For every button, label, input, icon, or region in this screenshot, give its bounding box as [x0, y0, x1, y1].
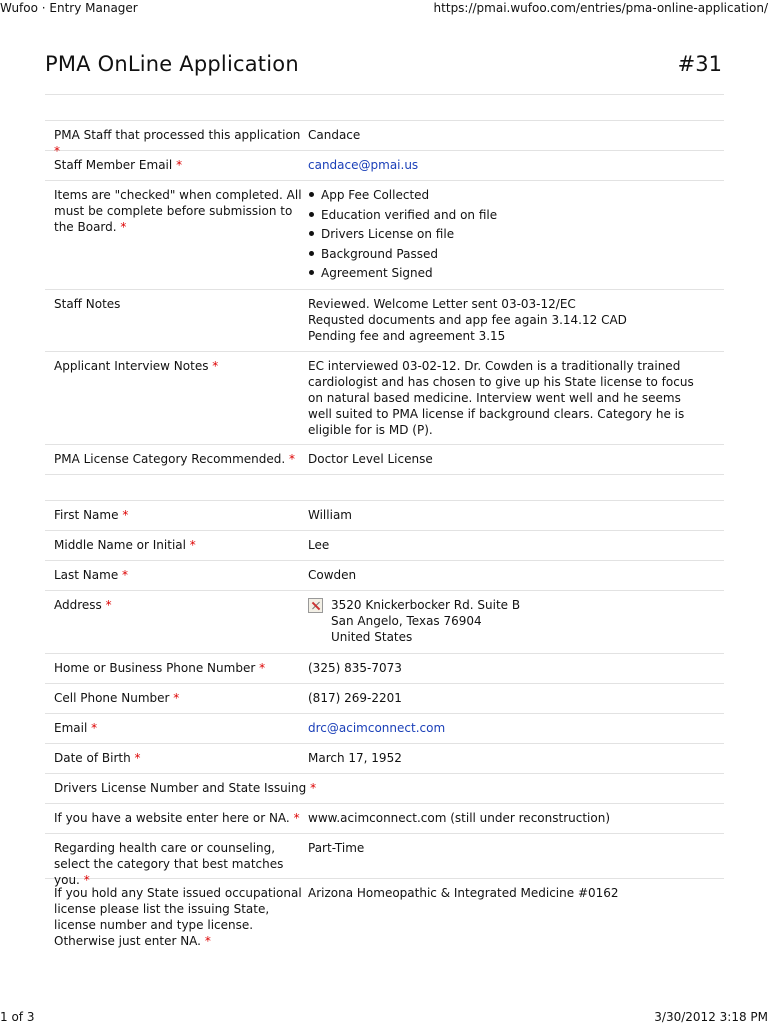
- field-row-website: [45, 803, 724, 833]
- field-row-date-of-birth: [45, 743, 724, 773]
- field-label: Staff Notes: [54, 297, 121, 311]
- field-row-checked-items: [45, 180, 724, 289]
- field-row-address: [45, 590, 724, 653]
- field-label: First Name *: [54, 508, 129, 522]
- field-label: Email *: [54, 721, 98, 735]
- field-label: Regarding health care or counseling, select the category that best matches you. *: [54, 841, 284, 887]
- field-label: PMA License Category Recommended. *: [54, 452, 296, 466]
- staff-section: [45, 120, 724, 475]
- field-label: Last Name *: [54, 568, 129, 582]
- address-line: San Angelo, Texas 76904: [331, 614, 482, 628]
- list-item: Drivers License on file: [308, 226, 724, 242]
- field-label: PMA Staff that processed this application *: [54, 128, 301, 158]
- field-label: Date of Birth *: [54, 751, 141, 765]
- field-row-first-name: [45, 500, 724, 530]
- field-value: William: [308, 508, 352, 522]
- field-row-staff-notes: [45, 289, 724, 351]
- field-label: Home or Business Phone Number *: [54, 661, 266, 675]
- field-value: (817) 269-2201: [308, 691, 402, 705]
- field-value: Lee: [308, 538, 330, 552]
- field-row-drivers-license: [45, 773, 724, 803]
- field-row-home-phone: [45, 653, 724, 683]
- field-row-email: [45, 713, 724, 743]
- address-line: 3520 Knickerbocker Rd. Suite B: [331, 598, 521, 612]
- field-row-last-name: [45, 560, 724, 590]
- field-label: If you have a website enter here or NA. *: [54, 811, 300, 825]
- field-label: Items are "checked" when completed. All must be complete before submission to the Board. *: [54, 188, 302, 234]
- field-label: Middle Name or Initial *: [54, 538, 196, 552]
- field-value: [308, 290, 724, 351]
- list-item: App Fee Collected: [308, 187, 724, 203]
- field-row-staff-processed: [45, 120, 724, 158]
- field-label: Staff Member Email *: [54, 158, 183, 172]
- field-row-interview-notes: [45, 351, 724, 444]
- section-divider: [45, 474, 724, 475]
- field-value: March 17, 1952: [308, 751, 402, 765]
- list-item: Education verified and on file: [308, 207, 724, 223]
- field-value: [335, 774, 724, 803]
- applicant-section: [45, 500, 724, 958]
- title-divider: [45, 94, 724, 95]
- list-item: Background Passed: [308, 246, 724, 262]
- page-title: PMA OnLine Application: [45, 52, 299, 76]
- field-value: EC interviewed 03-02-12. Dr. Cowden is a traditionally trained cardiologist and has chosen to give up his State license to focus on natural based medicine. Interview went well and he seems well suited to PMA license if background clears. Category he is eligible for is MD (P).: [308, 359, 694, 437]
- field-row-middle-name: [45, 530, 724, 560]
- note-line: Pending fee and agreement 3.15: [308, 329, 506, 343]
- field-row-staff-email: [45, 150, 724, 180]
- field-value: Cowden: [308, 568, 357, 582]
- field-row-license-category: [45, 444, 724, 474]
- entry-number: #31: [677, 52, 722, 76]
- field-label: If you hold any State issued occupational license please list the issuing State, license number and type license. Otherwise just enter NA. *: [54, 886, 302, 948]
- field-label: Cell Phone Number *: [54, 691, 180, 705]
- field-row-state-license: [45, 878, 724, 958]
- field-value: Arizona Homeopathic & Integrated Medicine #0162: [308, 886, 619, 900]
- staff-email-link[interactable]: candace@pmai.us: [308, 158, 419, 172]
- map-icon[interactable]: [308, 598, 323, 613]
- list-item: Agreement Signed: [308, 265, 724, 281]
- page-indicator: 1 of 3: [0, 1010, 35, 1024]
- applicant-email-link[interactable]: drc@acimconnect.com: [308, 721, 446, 735]
- window-title: Wufoo · Entry Manager: [0, 1, 138, 15]
- field-label: Drivers License Number and State Issuing *: [54, 781, 317, 795]
- checked-items-list: [308, 187, 724, 281]
- field-label: Applicant Interview Notes *: [54, 359, 219, 373]
- address-block: [331, 597, 520, 645]
- field-row-cell-phone: [45, 683, 724, 713]
- field-value: Candace: [308, 128, 361, 142]
- note-line: Requsted documents and app fee again 3.14.12 CAD: [308, 313, 627, 327]
- page-url[interactable]: https://pmai.wufoo.com/entries/pma-online-application/: [433, 1, 768, 15]
- field-value: www.acimconnect.com (still under reconstruction): [308, 811, 610, 825]
- note-line: Reviewed. Welcome Letter sent 03-03-12/EC: [308, 297, 576, 311]
- field-value: (325) 835-7073: [308, 661, 402, 675]
- field-row-health-care-category: [45, 833, 724, 887]
- field-value: Part-Time: [308, 841, 365, 855]
- field-value: Doctor Level License: [308, 452, 433, 466]
- address-line: United States: [331, 630, 413, 644]
- print-timestamp: 3/30/2012 3:18 PM: [654, 1010, 768, 1024]
- field-label: Address *: [54, 598, 112, 612]
